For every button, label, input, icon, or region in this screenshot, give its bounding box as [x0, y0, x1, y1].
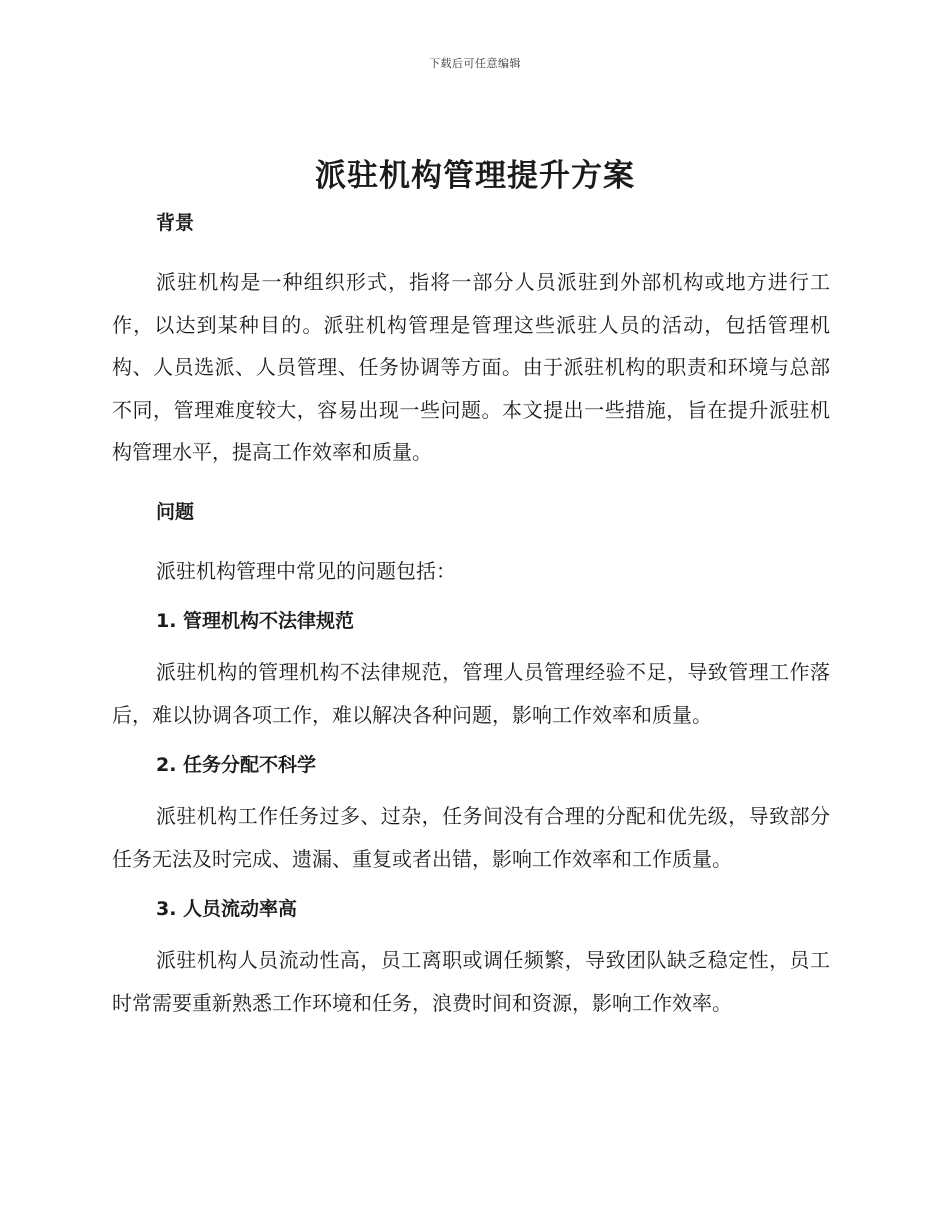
document-title: 派驻机构管理提升方案	[315, 158, 635, 194]
issue-paragraph-2: 派驻机构工作任务过多、过杂，任务间没有合理的分配和优先级，导致部分任务无法及时完成、遗漏、重复或者出错，影响工作效率和工作质量。	[112, 804, 830, 871]
header-note: 下载后可任意编辑	[429, 57, 521, 70]
section-heading-issues: 问题	[156, 500, 195, 523]
issue-heading-1: 1. 管理机构不法律规范	[156, 610, 355, 632]
issue-heading-2: 2. 任务分配不科学	[156, 754, 317, 776]
background-paragraph: 派驻机构是一种组织形式，指将一部分人员派驻到外部机构或地方进行工作，以达到某种目的。派驻机构管理是管理这些派驻人员的活动，包括管理机构、人员选派、人员管理、任务协调等方面。由于派驻机构的职责和环境与总部不同，管理难度较大，容易出现一些问题。本文提出一些措施，旨在提升派驻机构管理水平，提高工作效率和质量。	[112, 270, 830, 464]
issue-paragraph-1: 派驻机构的管理机构不法律规范，管理人员管理经验不足，导致管理工作落后，难以协调各项工作，难以解决各种问题，影响工作效率和质量。	[112, 660, 830, 727]
issues-intro: 派驻机构管理中常见的问题包括：	[156, 558, 456, 583]
issue-heading-3: 3. 人员流动率高	[156, 898, 298, 920]
document-body	[112, 200, 830, 1024]
issue-paragraph-3: 派驻机构人员流动性高，员工离职或调任频繁，导致团队缺乏稳定性，员工时常需要重新熟悉工作环境和任务，浪费时间和资源，影响工作效率。	[112, 948, 830, 1015]
section-heading-background: 背景	[156, 212, 195, 234]
